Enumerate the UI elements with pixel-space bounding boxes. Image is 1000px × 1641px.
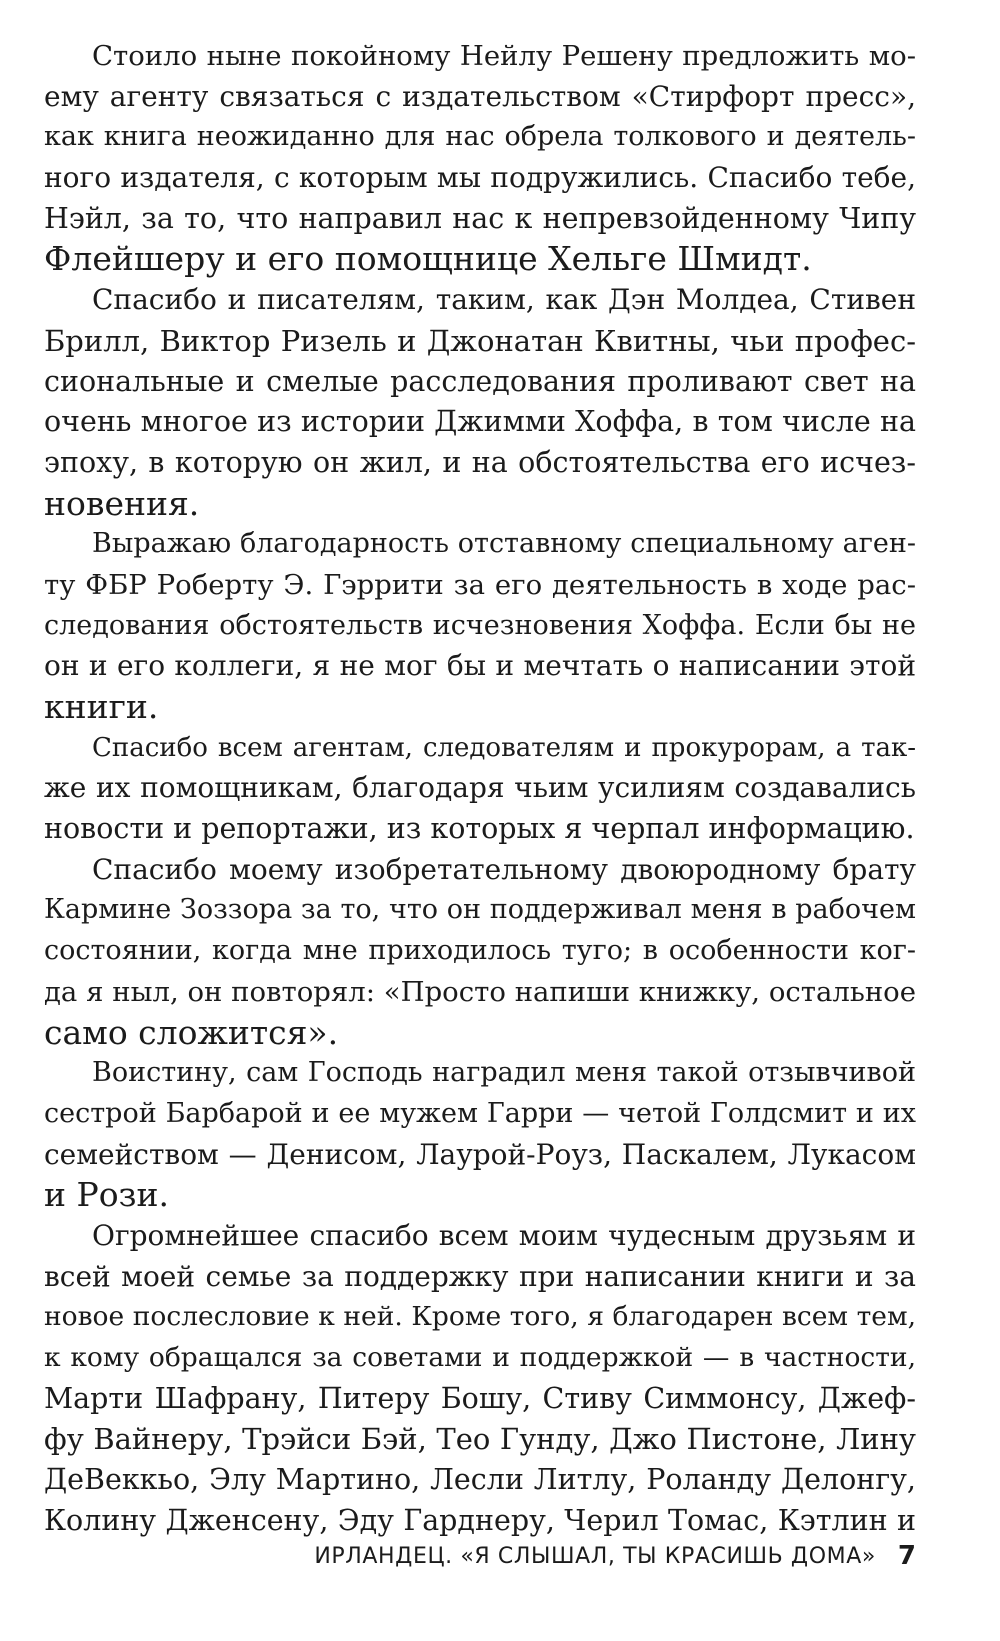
text-line: следования обстоятельств исчезновения Хоффа. Если бы не	[44, 609, 916, 641]
body-text	[44, 36, 916, 1541]
text-line: семейством — Денисом, Лаурой-Роуз, Паскалем, Лукасом	[44, 1137, 916, 1171]
paragraph	[44, 524, 916, 727]
text-line: новости и репортажи, из которых я черпал информацию.	[44, 812, 915, 846]
text-line: и Рози.	[44, 1175, 170, 1215]
text-line: само сложится».	[44, 1012, 339, 1052]
text-line: Воистину, сам Господь наградил меня такой отзывчивой	[92, 1057, 916, 1089]
paragraph	[44, 1053, 916, 1216]
text-line: он и его коллеги, я не мог бы и мечтать о написании этой	[44, 649, 916, 683]
text-line: Спасибо моему изобретательному двоюродному брату	[92, 852, 916, 886]
text-line: Спасибо и писателям, таким, как Дэн Молдеа, Стивен	[92, 283, 916, 317]
page-footer	[44, 1536, 916, 1576]
text-line: эпоху, в которую он жил, и на обстоятельства его исчез-	[44, 445, 916, 479]
text-line: же их помощникам, благодаря чьим усилиям создавались	[44, 771, 916, 805]
paragraph	[44, 1216, 916, 1542]
text-line: ДеВеккьо, Элу Мартино, Лесли Литлу, Роланду Делонгу,	[44, 1463, 916, 1497]
text-line: очень многое из истории Джимми Хоффа, в том числе на	[44, 405, 916, 439]
text-line: новения.	[44, 483, 200, 523]
text-line: всей моей семье за поддержку при написании книги и за	[44, 1259, 916, 1293]
text-line: сестрой Барбарой и ее мужем Гарри — четой Голдсмит и их	[44, 1097, 916, 1129]
text-line: книги.	[44, 687, 159, 726]
text-line: фу Вайнеру, Трэйси Бэй, Тео Гунду, Джо Пистоне, Лину	[44, 1422, 916, 1457]
text-line: к кому обращался за советами и поддержкой — в частности,	[44, 1342, 916, 1373]
text-line: Огромнейшее спасибо всем моим чудесным друзьям и	[92, 1218, 916, 1252]
text-line: Выражаю благодарность отставному специальному аген-	[92, 528, 916, 560]
text-line: состоянии, когда мне приходилось туго; в особенности ког-	[44, 935, 916, 967]
text-line: Колину Дженсену, Эду Гарднеру, Черил Томас, Кэтлин и	[44, 1503, 916, 1537]
paragraph	[44, 850, 916, 1053]
text-line: как книга неожиданно для нас обрела толкового и деятель-	[44, 121, 916, 153]
text-line: ного издателя, с которым мы подружились. Спасибо тебе,	[44, 161, 916, 195]
paragraph	[44, 728, 916, 850]
paragraph	[44, 36, 916, 280]
text-line: Кармине Зоззора за то, что он поддерживал меня в рабочем	[44, 894, 916, 926]
running-title: ИРЛАНДЕЦ. «Я СЛЫШАЛ, ТЫ КРАСИШЬ ДОМА»	[314, 1543, 876, 1569]
text-line: Стоило ныне покойному Нейлу Решену предложить мо-	[92, 40, 916, 72]
text-line: да я ныл, он повторял: «Просто напиши книжку, остальное	[44, 975, 916, 1008]
text-line: новое послесловие к ней. Кроме того, я благодарен всем тем,	[44, 1301, 916, 1333]
text-line: Нэйл, за то, что направил нас к непревзойденному Чипу	[44, 201, 916, 235]
page-number: 7	[897, 1541, 916, 1571]
text-line: Марти Шафрану, Питеру Бошу, Стиву Симмонсу, Джеф-	[44, 1381, 916, 1415]
text-line: ему агенту связаться с издательством «Стирфорт пресс»,	[44, 79, 916, 113]
text-line: Флейшеру и его помощнице Хельге Шмидт.	[44, 239, 812, 279]
paragraph	[44, 280, 916, 524]
text-line: ту ФБР Роберту Э. Гэррити за его деятельность в ходе рас-	[44, 568, 916, 601]
text-line: Спасибо всем агентам, следователям и прокурорам, а так-	[92, 732, 916, 763]
text-line: Брилл, Виктор Ризель и Джонатан Квитны, чьи профес-	[44, 323, 916, 358]
text-line: сиональные и смелые расследования проливают свет на	[44, 364, 916, 398]
